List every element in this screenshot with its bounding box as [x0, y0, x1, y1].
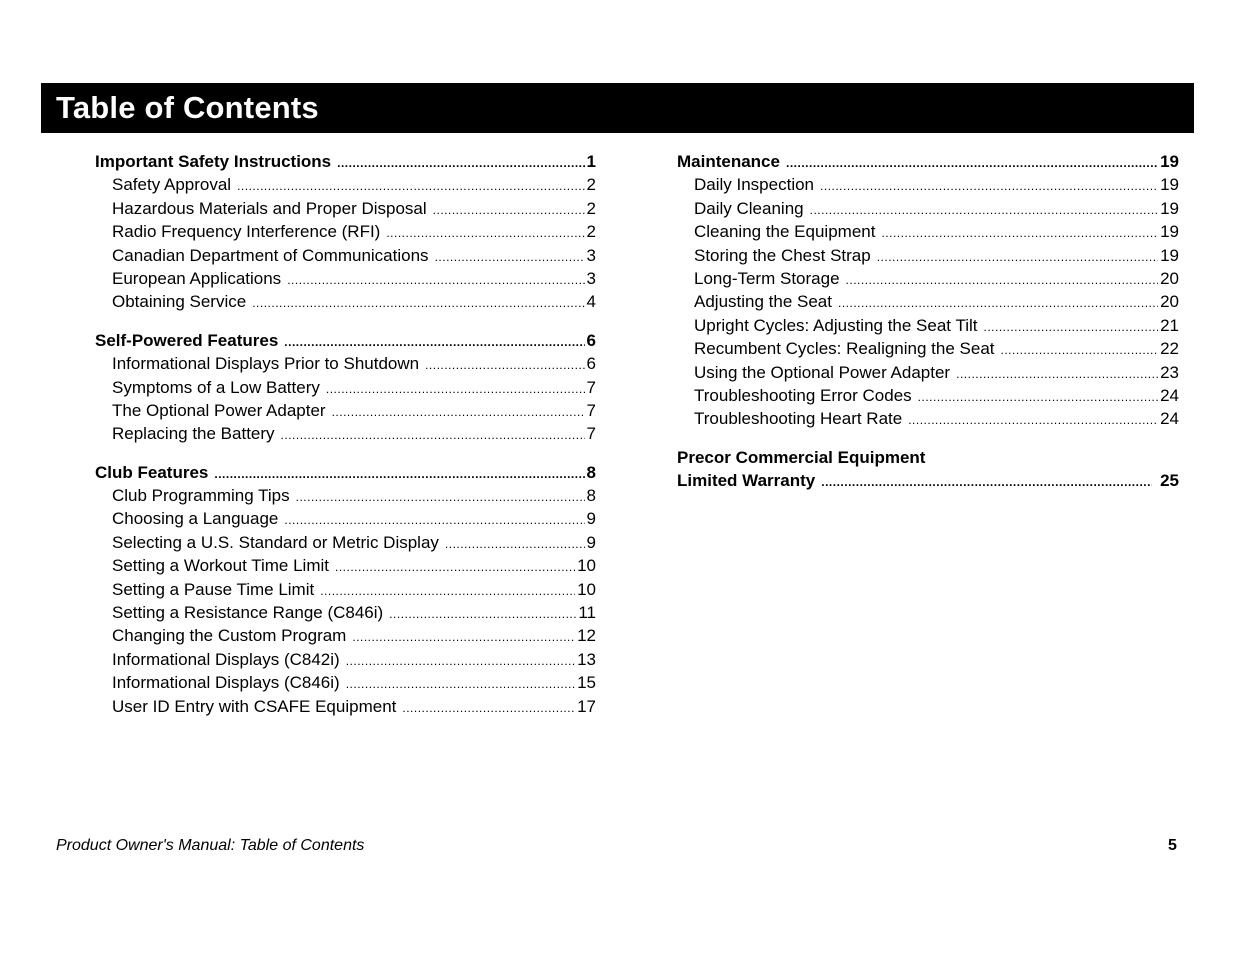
dot-leader — [332, 401, 585, 422]
dot-leader — [252, 292, 584, 313]
toc-entry-label: User ID Entry with CSAFE Equipment — [112, 696, 397, 716]
toc-entry[interactable] — [677, 361, 1179, 384]
toc-entry-label: The Optional Power Adapter — [112, 400, 326, 420]
toc-page-number: 2 — [586, 198, 596, 218]
toc-entry-label: Selecting a U.S. Standard or Metric Display — [112, 532, 439, 552]
dot-leader — [346, 673, 575, 694]
toc-entry[interactable] — [677, 197, 1179, 220]
dot-leader — [386, 222, 584, 243]
toc-entry[interactable] — [677, 173, 1179, 196]
toc-entry[interactable] — [95, 290, 596, 313]
toc-page-number: 19 — [1160, 152, 1179, 171]
toc-entry-label: Club Programming Tips — [112, 486, 290, 506]
dot-leader — [820, 175, 1158, 196]
toc-heading-warranty-line1[interactable]: Precor Commercial Equipment — [677, 447, 926, 467]
toc-page-number: 8 — [586, 462, 596, 482]
toc-page-number: 6 — [586, 354, 596, 374]
toc-entry-label: Adjusting the Seat — [694, 292, 832, 312]
dot-leader — [445, 533, 585, 554]
toc-page-number: 19 — [1160, 222, 1179, 242]
toc-heading-label: Important Safety Instructions — [95, 152, 332, 171]
dot-leader — [838, 292, 1158, 313]
toc-entry[interactable] — [677, 314, 1179, 337]
toc-page-number: 19 — [1160, 198, 1179, 218]
toc-entry-label: Using the Optional Power Adapter — [694, 362, 951, 382]
toc-entry-label: Troubleshooting Heart Rate — [694, 409, 903, 429]
toc-entry[interactable] — [677, 290, 1179, 313]
dot-leader — [1001, 339, 1159, 360]
dot-leader — [908, 409, 1158, 430]
dot-leader — [877, 246, 1158, 267]
toc-entry[interactable] — [677, 407, 1179, 430]
toc-entry-label: Informational Displays (C842i) — [112, 649, 340, 669]
dot-leader — [810, 199, 1158, 220]
dot-leader — [983, 316, 1158, 337]
toc-entry[interactable] — [95, 422, 596, 445]
toc-page-number: 9 — [586, 509, 596, 529]
toc-page-number: 9 — [586, 532, 596, 552]
toc-entry-label: Daily Cleaning — [694, 198, 804, 218]
toc-page-number: 20 — [1160, 268, 1179, 288]
toc-heading-label: Self-Powered Features — [95, 330, 279, 350]
toc-page-number: 4 — [586, 292, 596, 312]
toc-entry-label: Radio Frequency Interference (RFI) — [112, 222, 381, 242]
dot-leader — [402, 697, 575, 718]
dot-leader — [237, 175, 584, 196]
dot-leader — [346, 650, 575, 671]
toc-entry[interactable] — [677, 337, 1179, 360]
toc-heading[interactable] — [677, 150, 1179, 173]
toc-page-number: 10 — [577, 579, 596, 599]
toc-page-number: 25 — [1160, 470, 1179, 490]
toc-page-number: 23 — [1160, 362, 1179, 382]
dot-leader — [284, 331, 584, 352]
toc-entry[interactable] — [95, 220, 596, 243]
page-title: Table of Contents — [56, 90, 319, 125]
toc-entry[interactable] — [677, 244, 1179, 267]
toc-page-number: 10 — [577, 556, 596, 576]
toc-page-number: 11 — [578, 603, 596, 623]
dot-leader — [918, 386, 1158, 407]
toc-entry-label: Long-Term Storage — [694, 268, 840, 288]
toc-page-number: 7 — [586, 377, 596, 397]
toc-entry[interactable] — [95, 197, 596, 220]
toc-heading-label: Limited Warranty — [677, 470, 816, 490]
toc-entry-label: European Applications — [112, 268, 282, 288]
toc-entry-label: Daily Inspection — [694, 175, 815, 195]
toc-entry[interactable] — [95, 624, 596, 647]
toc-heading-label: Maintenance — [677, 152, 780, 171]
toc-page-number: 2 — [586, 175, 596, 195]
toc-column-right — [677, 150, 1179, 507]
dot-leader — [296, 486, 585, 507]
dot-leader — [320, 580, 575, 601]
toc-page-number: 19 — [1160, 245, 1179, 265]
footer-document-title: Product Owner's Manual: Table of Contents — [56, 837, 365, 854]
toc-entry[interactable] — [95, 352, 596, 375]
dot-leader — [326, 378, 585, 399]
toc-page-number: 12 — [577, 626, 596, 646]
toc-entry[interactable] — [95, 244, 596, 267]
dot-leader — [433, 199, 585, 220]
dot-leader — [956, 363, 1158, 384]
toc-page-number: 20 — [1160, 292, 1179, 312]
dot-leader — [821, 471, 1152, 492]
toc-entry-label: Symptoms of a Low Battery — [112, 377, 320, 397]
dot-leader — [284, 509, 584, 530]
toc-page-number: 8 — [586, 486, 596, 506]
title-bar — [41, 83, 1194, 133]
toc-entry-label: Safety Approval — [112, 175, 232, 195]
toc-entry[interactable] — [95, 267, 596, 290]
toc-entry[interactable] — [95, 531, 596, 554]
toc-heading[interactable] — [95, 461, 596, 484]
toc-entry[interactable] — [95, 671, 596, 694]
toc-entry[interactable] — [677, 267, 1179, 290]
dot-leader — [214, 463, 584, 484]
toc-entry[interactable] — [95, 173, 596, 196]
toc-page-number: 7 — [586, 424, 596, 444]
toc-entry-label: Setting a Resistance Range (C846i) — [112, 603, 384, 623]
toc-section-warranty — [677, 446, 1179, 492]
toc-entry[interactable] — [95, 648, 596, 671]
toc-entry-label: Setting a Workout Time Limit — [112, 556, 329, 576]
toc-section-self-powered — [95, 329, 596, 446]
toc-page-number: 24 — [1160, 409, 1179, 429]
dot-leader — [846, 269, 1159, 290]
toc-entry[interactable] — [95, 554, 596, 577]
toc-entry[interactable] — [677, 220, 1179, 243]
dot-leader — [335, 556, 575, 577]
toc-entry-label: Informational Displays Prior to Shutdown — [112, 354, 420, 374]
toc-section-club — [95, 461, 596, 718]
dot-leader — [287, 269, 584, 290]
toc-entry-label: Cleaning the Equipment — [694, 222, 876, 242]
dot-leader — [435, 246, 585, 267]
toc-entry-label: Hazardous Materials and Proper Disposal — [112, 198, 427, 218]
dot-leader — [389, 603, 576, 624]
toc-page-number: 13 — [577, 649, 596, 669]
toc-column-left — [95, 150, 596, 733]
toc-entry-label: Upright Cycles: Adjusting the Seat Tilt — [694, 315, 978, 335]
footer-page-number: 5 — [1168, 837, 1177, 854]
toc-page-number: 24 — [1160, 385, 1179, 405]
toc-entry[interactable] — [95, 578, 596, 601]
dot-leader — [881, 222, 1158, 243]
toc-page-number: 17 — [577, 696, 596, 716]
toc-page-number: 21 — [1160, 315, 1179, 335]
toc-heading[interactable] — [95, 150, 596, 173]
toc-page-number: 1 — [586, 152, 596, 171]
toc-entry-label: Obtaining Service — [112, 292, 247, 312]
toc-page-number: 19 — [1160, 175, 1179, 195]
dot-leader — [281, 424, 585, 445]
toc-entry[interactable] — [677, 384, 1179, 407]
toc-page-number: 2 — [586, 222, 596, 242]
toc-entry-label: Changing the Custom Program — [112, 626, 347, 646]
toc-page-number: 15 — [577, 673, 596, 693]
toc-page-number: 6 — [586, 330, 596, 350]
toc-entry-label: Troubleshooting Error Codes — [694, 385, 912, 405]
dot-leader — [352, 626, 575, 647]
dot-leader — [425, 354, 584, 375]
toc-entry-label: Canadian Department of Communications — [112, 245, 429, 265]
toc-entry-label: Setting a Pause Time Limit — [112, 579, 315, 599]
toc-entry[interactable] — [95, 601, 596, 624]
toc-page-number: 3 — [586, 268, 596, 288]
toc-entry[interactable] — [95, 376, 596, 399]
toc-entry[interactable] — [95, 399, 596, 422]
toc-section-maintenance — [677, 150, 1179, 431]
toc-entry-label: Recumbent Cycles: Realigning the Seat — [694, 339, 995, 359]
toc-page-number: 3 — [586, 245, 596, 265]
toc-entry[interactable] — [95, 695, 596, 718]
toc-heading-label: Club Features — [95, 462, 209, 482]
toc-entry-label: Replacing the Battery — [112, 424, 275, 444]
toc-page-number: 7 — [586, 400, 596, 420]
toc-entry-label: Storing the Chest Strap — [694, 245, 871, 265]
toc-entry-label: Choosing a Language — [112, 509, 279, 529]
toc-heading-warranty[interactable] — [677, 469, 1179, 492]
toc-section-safety — [95, 150, 596, 314]
toc-page-number: 22 — [1160, 339, 1179, 359]
dot-leader — [786, 152, 1158, 173]
toc-entry[interactable] — [95, 484, 596, 507]
dot-leader — [337, 152, 584, 173]
toc-entry[interactable] — [95, 507, 596, 530]
toc-entry-label: Informational Displays (C846i) — [112, 673, 340, 693]
toc-heading[interactable] — [95, 329, 596, 352]
